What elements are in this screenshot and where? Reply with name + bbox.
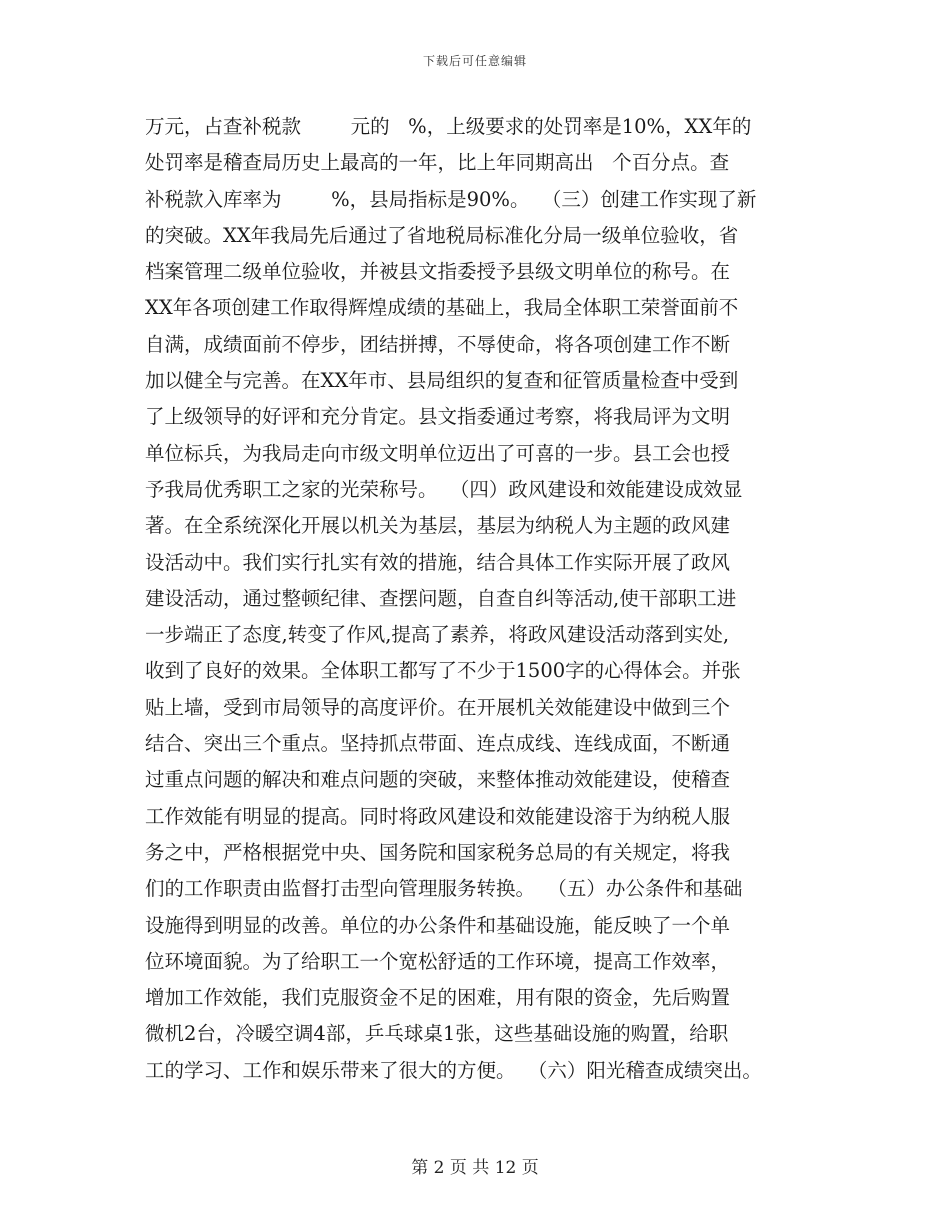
text-line: 予我局优秀职工之家的光荣称号。 （四）政风建设和效能建设成效显 [145,477,743,501]
text-line: 处罚率是稽查局历史上最高的一年，比上年同期高出 个百分点。查 [145,151,730,175]
text-line: 工作效能有明显的提高。同时将政风建设和效能建设溶于为纳税人服 [145,804,731,828]
text-line: 贴上墙，受到市局领导的高度评价。在开展机关效能建设中做到三个 [145,695,731,719]
text-line: 结合、突出三个重点。坚持抓点带面、连点成线、连线成面，不断通 [145,732,731,756]
text-line: 加以健全与完善。在XX年市、县局组织的复查和征管质量检查中受到 [145,369,739,393]
text-line: 的突破。XX年我局先后通过了省地税局标准化分局一级单位验收，省 [145,223,739,247]
text-line: 设施得到明显的改善。单位的办公条件和基础设施，能反映了一个单 [145,913,731,937]
text-line: 档案管理二级单位验收，并被县文指委授予县级文明单位的称号。在 [145,260,731,284]
text-line: XX年各项创建工作取得辉煌成绩的基础上，我局全体职工荣誉面前不 [145,296,739,320]
text-line: 一步端正了态度,转变了作风,提高了素养，将政风建设活动落到实处, [145,623,730,647]
body-text [145,109,825,1089]
text-line: 万元，占查补税款 元的 %，上级要求的处罚率是10%，XX年的 [145,115,752,138]
text-line: 位环境面貌。为了给职工一个宽松舒适的工作环境，提高工作效率， [145,949,731,973]
text-line: 了上级领导的好评和充分肯定。县文指委通过考察，将我局评为文明 [145,405,731,429]
text-line: 收到了良好的效果。全体职工都写了不少于1500字的心得体会。并张 [145,659,741,683]
text-line: 们的工作职责由监督打击型向管理服务转换。 （五）办公条件和基础 [145,877,743,901]
page-number-footer: 第 2 页 共 12 页 [411,1158,539,1178]
text-line: 著。在全系统深化开展以机关为基层，基层为纳税人为主题的政风建 [145,514,731,538]
text-line: 自满，成绩面前不停步，团结拼搏，不辱使命，将各项创建工作不断 [145,332,731,356]
text-line: 单位标兵，为我局走向市级文明单位迈出了可喜的一步。县工会也授 [145,441,731,465]
text-line: 补税款入库率为 %，县局指标是90%。 （三）创建工作实现了新 [145,187,757,211]
text-line: 务之中，严格根据党中央、国务院和国家税务总局的有关规定，将我 [145,840,731,864]
page-header: 下载后可任意编辑 [422,54,527,68]
text-line: 过重点问题的解决和难点问题的突破，来整体推动效能建设，使稽查 [145,768,731,792]
text-line: 设活动中。我们实行扎实有效的措施，结合具体工作实际开展了政风 [145,550,731,574]
text-line: 工的学习、工作和娱乐带来了很大的方便。 （六）阳光稽查成绩突出。 [145,1058,762,1082]
text-line: 增加工作效能，我们克服资金不足的困难，用有限的资金，先后购置 [145,986,731,1010]
text-line: 微机2台，冷暖空调4部，乒乓球桌1张，这些基础设施的购置，给职 [145,1022,729,1046]
text-line: 建设活动，通过整顿纪律、查摆问题，自查自纠等活动,使干部职工进 [145,586,737,610]
